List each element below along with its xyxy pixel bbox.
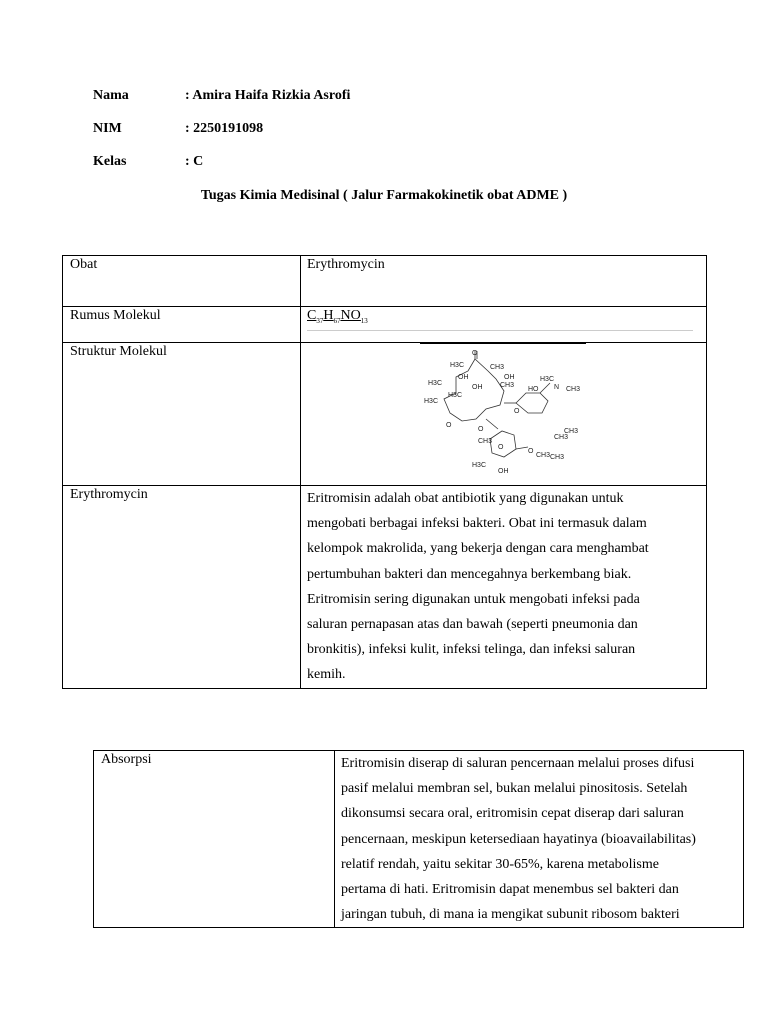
structure-atom-label: OH bbox=[458, 374, 469, 381]
struktur-value bbox=[301, 343, 707, 486]
desc-line: saluran pernapasan atas dan bawah (seperti pneumonia dan bbox=[307, 617, 638, 633]
erythromycin-description bbox=[301, 486, 707, 689]
structure-atom-label: O bbox=[514, 408, 520, 415]
absorpsi-description bbox=[335, 751, 744, 928]
structure-atom-label: H3C bbox=[428, 380, 443, 387]
desc-line: bronkitis), infeksi kulit, infeksi telinga, dan infeksi saluran bbox=[307, 642, 636, 658]
nama-label: Nama bbox=[93, 88, 129, 103]
desc-line: pertama di hati. Eritromisin dapat menembus sel bakteri dan bbox=[341, 882, 679, 898]
drug-info-table bbox=[62, 255, 707, 689]
table-row bbox=[94, 751, 744, 928]
structure-atom-label: O bbox=[446, 422, 452, 429]
rumus-value bbox=[301, 307, 707, 343]
desc-line: jaringan tubuh, di mana ia mengikat subunit ribosom bakteri bbox=[341, 907, 680, 923]
nim-value: : 2250191098 bbox=[185, 121, 264, 136]
table-row bbox=[63, 343, 707, 486]
structure-atom-label: CH3 bbox=[500, 382, 515, 389]
structure-atom-label: CH3 bbox=[550, 454, 565, 461]
structure-atom-label: CH3 bbox=[566, 386, 581, 393]
structure-atom-label: OH bbox=[498, 468, 509, 475]
desc-line: Eritromisin adalah obat antibiotik yang digunakan untuk bbox=[307, 491, 624, 506]
structure-atom-label: H3C bbox=[540, 376, 555, 383]
structure-atom-label: CH3 bbox=[478, 438, 493, 445]
desc-line: kemih. bbox=[307, 667, 346, 683]
obat-label: Obat bbox=[63, 256, 301, 307]
desc-line: Eritromisin diserap di saluran pencernaan melalui proses difusi bbox=[341, 756, 695, 771]
desc-line: pasif melalui membran sel, bukan melalui pinositosis. Setelah bbox=[341, 781, 688, 797]
table-row bbox=[63, 256, 707, 307]
molecular-formula: $C_{37}H_{67}NO_{13}$ bbox=[307, 307, 693, 331]
structure-atom-label: CH3 bbox=[536, 452, 551, 459]
table-row bbox=[63, 486, 707, 689]
structure-atom-label: O bbox=[478, 426, 484, 433]
structure-atom-label: CH3 bbox=[554, 434, 569, 441]
rumus-label: Rumus Molekul bbox=[63, 307, 301, 343]
structure-atom-label: CH3 bbox=[564, 428, 579, 435]
molecular-structure-image bbox=[420, 343, 586, 483]
nama-value: : Amira Haifa Rizkia Asrofi bbox=[185, 88, 351, 103]
adme-table bbox=[93, 750, 744, 928]
structure-atom-label: H3C bbox=[424, 398, 439, 405]
structure-atom-label: HO bbox=[528, 386, 539, 393]
desc-line: dikonsumsi secara oral, eritromisin cepat diserap dari saluran bbox=[341, 806, 684, 822]
structure-atom-label: OH bbox=[472, 384, 483, 391]
structure-atom-label: O bbox=[472, 350, 478, 357]
erythromycin-label: Erythromycin bbox=[63, 486, 301, 689]
structure-atom-label: N bbox=[554, 384, 560, 391]
kelas-value: : C bbox=[185, 154, 204, 169]
absorpsi-label: Absorpsi bbox=[94, 751, 335, 928]
document-title: Tugas Kimia Medisinal ( Jalur Farmakokinetik obat ADME ) bbox=[200, 188, 568, 203]
desc-line: pencernaan, meskipun ketersediaan hayatinya (bioavailabilitas) bbox=[341, 831, 696, 847]
desc-line: pertumbuhan bakteri dan mencegahnya berkembang biak. bbox=[307, 566, 632, 582]
structure-atom-label: H3C bbox=[450, 362, 465, 369]
structure-atom-label: OH bbox=[504, 374, 515, 381]
structure-atom-label: O bbox=[528, 448, 534, 455]
desc-line: mengobati berbagai infeksi bakteri. Obat ini termasuk dalam bbox=[307, 516, 647, 532]
structure-atom-label: H3C bbox=[472, 462, 487, 469]
structure-atom-label: O bbox=[498, 444, 504, 451]
structure-atom-label: H3C bbox=[448, 392, 463, 399]
desc-line: kelompok makrolida, yang bekerja dengan cara menghambat bbox=[307, 541, 649, 557]
nim-label: NIM bbox=[93, 121, 122, 136]
struktur-label: Struktur Molekul bbox=[63, 343, 301, 486]
desc-line: relatif rendah, yaitu sekitar 30-65%, karena metabolisme bbox=[341, 856, 659, 872]
table-row bbox=[63, 307, 707, 343]
obat-value: Erythromycin bbox=[301, 256, 707, 307]
desc-line: Eritromisin sering digunakan untuk mengobati infeksi pada bbox=[307, 591, 640, 607]
structure-atom-label: CH3 bbox=[490, 364, 505, 371]
kelas-label: Kelas bbox=[93, 154, 127, 169]
